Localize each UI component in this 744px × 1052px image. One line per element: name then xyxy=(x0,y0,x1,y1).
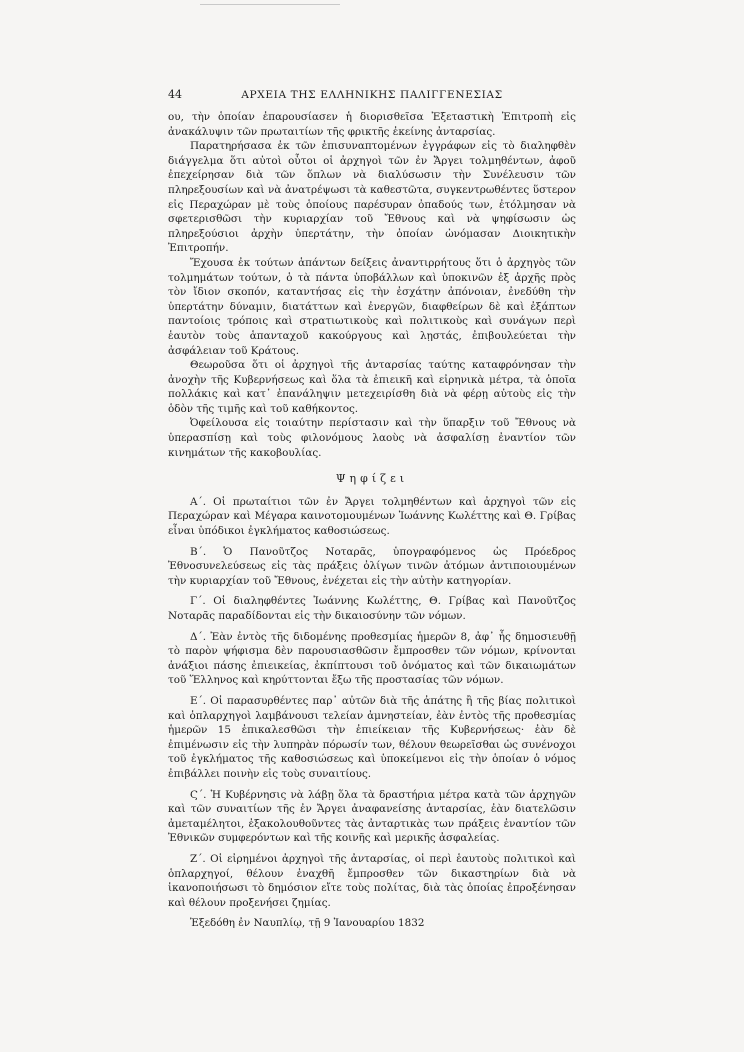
page-number: 44 xyxy=(168,88,182,101)
running-header xyxy=(168,88,576,106)
document-page xyxy=(168,88,576,931)
issued-date-line: Ἐξεδόθη ἐν Ναυπλίῳ, τῇ 9 Ἰανουαρίου 1832 xyxy=(190,917,425,930)
paragraph: Παρατηρήσασα ἐκ τῶν ἐπισυναπτομένων ἐγγράφων εἰς τὸ διαληφθὲν διάγγελμα ὅτι αὐτοὶ οὗτοι οἱ ἀρχηγοὶ τῶν ἐν Ἄργει τολμηθέντων, ἀφοῦ ἐπεχείρησαν διὰ τῶν ὅπλων νὰ διαλύσωσιν τὴν Συνέλευσιν τῶν πληρεξουσίων καὶ νὰ ἀνατρέψωσι τὰ καθεστῶτα, συγκεντρωθέντες ὕστερον εἰς Περαχώραν μὲ τοὺς ὁποίους παρέσυραν ὀπαδούς των, ἐτόλμησαν νὰ σφετερισθῶσι τὴν κυριαρχίαν τοῦ Ἔθνους καὶ νὰ ψηφίσωσιν ὡς πληρεξούσιοι ἀρχὴν ὑπερτάτην, τὴν ὁποίαν ὠνόμασαν Διοικητικὴν Ἐπιτροπήν. xyxy=(168,140,576,255)
article-e: Ε΄. Οἱ παρασυρθέντες παρ᾽ αὐτῶν διὰ τῆς ἀπάτης ἢ τῆς βίας πολιτικοὶ καὶ ὁπλαρχηγοὶ λαμβάνουσι τελείαν ἀμνηστείαν, ἐὰν ἐντὸς τῆς προθεσμίας ἡμερῶν 15 ἐπικαλεσθῶσι τὴν ἐπιείκειαν τῆς Κυβερνήσεως· ἐὰν δὲ ἐπιμένωσιν εἰς τὴν λυπηρὰν πόρωσίν των, θέλουν θεωρεῖσθαι ὡς συνένοχοι τοῦ ἐγκλήματος τῆς καθοσιώσεως καὶ ὑποκείμενοι εἰς τὴν ὁποίαν ὁ νόμος ἐπιβάλλει ποινὴν εἰς τοὺς συναιτίους. xyxy=(168,694,576,780)
paragraph: Θεωροῦσα ὅτι οἱ ἀρχηγοὶ τῆς ἀνταρσίας ταύτης καταφρόνησαν τὴν ἀνοχὴν τῆς Κυβερνήσεως καὶ ὅλα τὰ ἐπιεικῆ καὶ εἰρηνικὰ μέτρα, τὰ ὁποῖα πολλάκις καὶ κατ᾽ ἐπανάληψιν μετεχειρίσθη διὰ νὰ φέρῃ αὐτοὺς εἰς τὴν ὁδὸν τῆς τιμῆς καὶ τοῦ καθήκοντος. xyxy=(168,359,576,415)
paragraph: Ὀφείλουσα εἰς τοιαύτην περίστασιν καὶ τὴν ὕπαρξιν τοῦ Ἔθνους νὰ ὑπερασπίσῃ καὶ τοὺς φιλονόμους λαοὺς νὰ ἀσφαλίσῃ ἐναντίον τῶν κινημάτων τῆς κακοβουλίας. xyxy=(168,417,576,459)
article-d: Δ΄. Ἐὰν ἐντὸς τῆς διδομένης προθεσμίας ἡμερῶν 8, ἀφ᾽ ἧς δημοσιευθῇ τὸ παρὸν ψήφισμα δὲν παρουσιασθῶσιν ἔμπροσθεν τῶν νόμων, κρίνονται ἀνάξιοι πάσης ἐπιεικείας, ἐκπίπτουσι τοῦ ὀνόματος καὶ τῶν δικαιωμάτων τοῦ Ἕλληνος καὶ κηρύττονται ἔξω τῆς προστασίας τῶν νόμων. xyxy=(168,630,576,687)
paragraph: Ἔχουσα ἐκ τούτων ἁπάντων δείξεις ἀναντιρρήτους ὅτι ὁ ἀρχηγὸς τῶν τολμημάτων τούτων, ὁ τὰ πάντα ὑποβάλλων καὶ ὑποκινῶν ἐξ ἀρχῆς πρὸς τὸν ἴδιον σκοπόν, καταντήσας εἰς τὴν ἐσχάτην ἀπόνοιαν, ἐνεδύθη τὴν ὑπερτάτην δύναμιν, διατάττων καὶ ἐνεργῶν, διαφθείρων δὲ καὶ ἐξάπτων παντοίοις τρόποις καὶ στρατιωτικοὺς καὶ πολιτικοὺς καὶ συνάγων περὶ ἑαυτὸν τοὺς ἁπανταχοῦ κακούργους καὶ λῃστάς, ἐπιβουλεύεται τὴν ἀσφάλειαν τοῦ Κράτους. xyxy=(168,256,576,357)
article-a: Α΄. Οἱ πρωταίτιοι τῶν ἐν Ἄργει τολμηθέντων καὶ ἀρχηγοὶ τῶν εἰς Περαχώραν καὶ Μέγαρα καινοτομουμένων Ἰωάννης Κωλέττης καὶ Θ. Γρίβας εἶναι ὑπόδικοι ἐγκλήματος καθοσιώσεως. xyxy=(168,495,576,538)
scan-top-mark xyxy=(200,4,340,5)
article-c: Γ΄. Οἱ διαληφθέντες Ἰωάννης Κωλέττης, Θ. Γρίβας καὶ Πανοῦτζος Νοταρᾶς παραδίδονται εἰς τὴν δικαιοσύνην τῶν νόμων. xyxy=(168,595,576,622)
article-f: Ϛ΄. Ἡ Κυβέρνησις νὰ λάβῃ ὅλα τὰ δραστήρια μέτρα κατὰ τῶν ἀρχηγῶν καὶ τῶν συναιτίων τῆς ἐν Ἄργει ἀναφανείσης ἀνταρσίας, ἐὰν διατελῶσιν ἀμεταμέλητοι, ἐξακολουθοῦντες τὰς ἀνταρτικὰς των πράξεις ἐναντίον τῶν Ἐθνικῶν συμφερόντων καὶ τῆς κοινῆς καὶ μερικῆς ἀσφαλείας. xyxy=(168,788,576,845)
article-g: Ζ΄. Οἱ εἰρημένοι ἀρχηγοὶ τῆς ἀνταρσίας, οἱ περὶ ἑαυτοὺς πολιτικοὶ καὶ ὁπλαρχηγοί, θέλουν ἐναχθῆ ἔμπροσθεν τῶν δικαστηρίων διὰ νὰ ἱκανοποιήσωσι τὸ δημόσιον εἴτε τοὺς πολίτας, διὰ τὰς ὁποίας ἐπροξένησαν καὶ θέλουν προξενήσει ζημίας. xyxy=(168,852,576,909)
running-title: ΑΡΧΕΙΑ ΤΗΣ ΕΛΛΗΝΙΚΗΣ ΠΑΛΙΓΓΕΝΕΣΙΑΣ xyxy=(241,89,503,101)
paragraph-continued: ου, τὴν ὁποίαν ἐπαρουσίασεν ἡ διορισθεῖσα Ἐξεταστικὴ Ἐπιτροπὴ εἰς ἀνακάλυψιν τῶν πρωταιτίων τῆς φρικτῆς ἐκείνης ἀνταρσίας. xyxy=(168,111,576,138)
article-b: Β΄. Ὁ Πανοῦτζος Νοταρᾶς, ὑπογραφόμενος ὡς Πρόεδρος Ἐθνοσυνελεύσεως εἰς τὰς πράξεις ὀλίγων τινῶν ἀτόμων ἀντιποιουμένων τὴν κυριαρχίαν τοῦ Ἔθνους, ἐνέχεται εἰς τὴν αὐτὴν κατηγορίαν. xyxy=(168,545,576,587)
section-heading: Ψηφίζει xyxy=(335,472,409,486)
